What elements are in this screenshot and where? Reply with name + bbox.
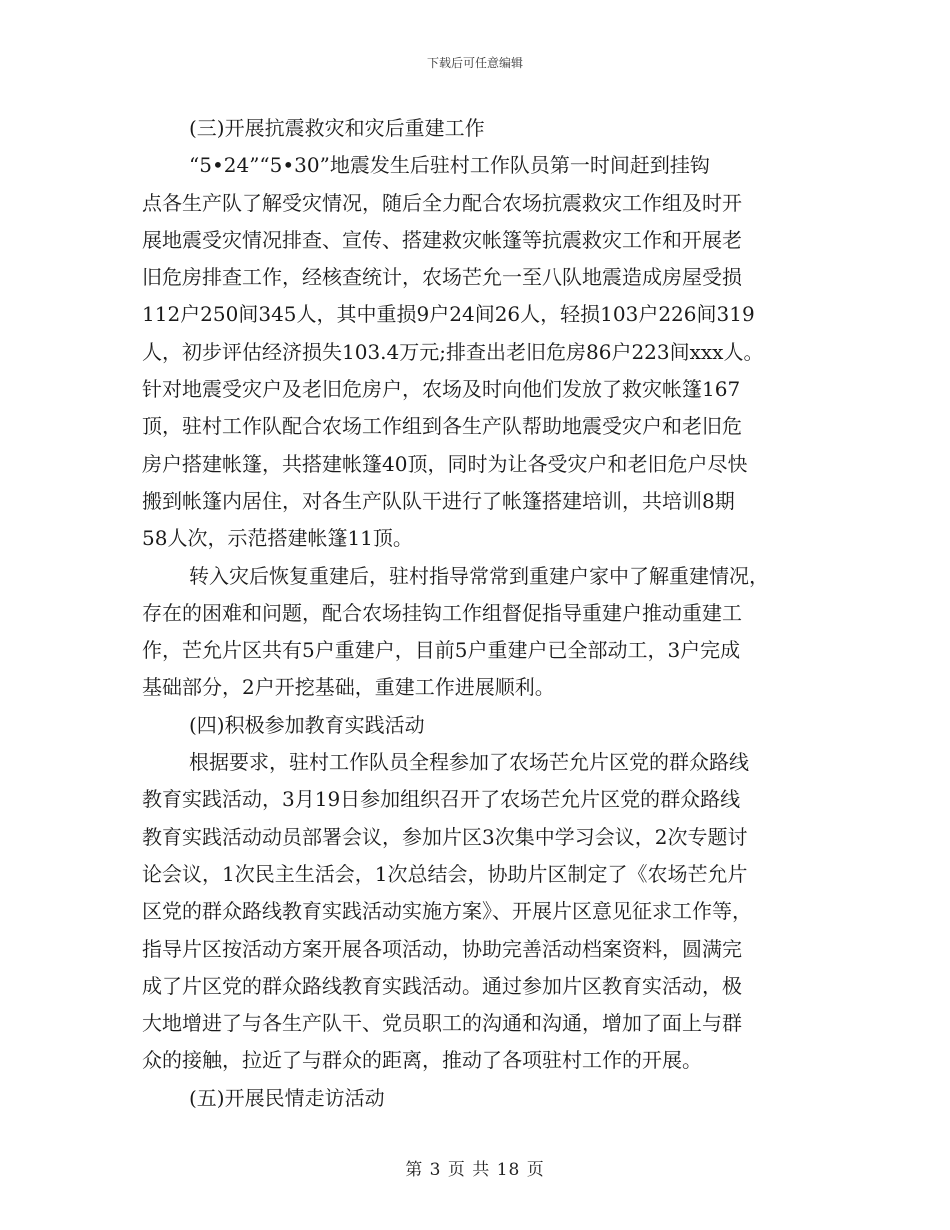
text-line: 众的接触，拉近了与群众的距离，推动了各项驻村工作的开展。 xyxy=(142,1048,702,1073)
text-line: (五)开展民情走访活动 xyxy=(189,1085,385,1110)
text-line: 教育实践活动，3月19日参加组织召开了农场芒允片区党的群众路线 xyxy=(142,787,741,812)
text-line: 大地增进了与各生产队干、党员职工的沟通和沟通，增加了面上与群 xyxy=(142,1011,742,1036)
text-line: 针对地震受灾户及老旧危房户，农场及时向他们发放了救灾帐篷167 xyxy=(142,377,741,402)
text-line: 顶，驻村工作队配合农场工作组到各生产队帮助地震受灾户和老旧危 xyxy=(142,414,742,439)
text-line: 58人次，示范搭建帐篷11顶。 xyxy=(142,526,413,551)
text-line: 基础部分，2户开挖基础，重建工作进展顺利。 xyxy=(142,675,555,700)
text-line: 根据要求，驻村工作队员全程参加了农场芒允片区党的群众路线 xyxy=(189,750,749,775)
text-line: 转入灾后恢复重建后，驻村指导常常到重建户家中了解重建情况， xyxy=(189,563,769,588)
text-line: 点各生产队了解受灾情况，随后全力配合农场抗震救灾工作组及时开 xyxy=(142,190,742,215)
text-line: 112户250间345人，其中重损9户24间26人，轻损103户226间319 xyxy=(142,302,755,327)
text-line: 教育实践活动动员部署会议，参加片区3次集中学习会议，2次专题讨 xyxy=(142,824,748,849)
text-line: 房户搭建帐篷，共搭建帐篷40顶，同时为让各受灾户和老旧危户尽快 xyxy=(142,451,748,476)
text-line: 人，初步评估经济损失103.4万元;排查出老旧危房86户223间xxx人。 xyxy=(142,339,764,364)
text-line: 指导片区按活动方案开展各项活动，协助完善活动档案资料，圆满完 xyxy=(142,936,742,961)
text-line: (三)开展抗震救灾和灾后重建工作 xyxy=(189,116,485,140)
text-line: 区党的群众路线教育实践活动实施方案》、开展片区意见征求工作等， xyxy=(142,899,752,924)
page-header-note: 下载后可任意编辑 xyxy=(426,56,523,70)
text-line: 作，芒允片区共有5户重建户，目前5户重建户已全部动工，3户完成 xyxy=(142,638,741,663)
text-line: 旧危房排查工作，经核查统计，农场芒允一至八队地震造成房屋受损 xyxy=(142,265,742,290)
text-line: 搬到帐篷内居住，对各生产队队干进行了帐篷搭建培训，共培训8期 xyxy=(142,488,735,513)
text-line: 存在的困难和问题，配合农场挂钩工作组督促指导重建户推动重建工 xyxy=(142,600,742,625)
document-body xyxy=(142,110,832,1117)
text-line: 论会议，1次民主生活会，1次总结会，协助片区制定了《农场芒允片 xyxy=(142,861,748,886)
text-line: (四)积极参加教育实践活动 xyxy=(189,712,425,737)
text-line: 展地震受灾情况排查、宣传、搭建救灾帐篷等抗震救灾工作和开展老 xyxy=(142,227,742,252)
text-line: 成了片区党的群众路线教育实践活动。通过参加片区教育实活动，极 xyxy=(142,973,742,998)
page-number: 第 3 页 共 18 页 xyxy=(405,1160,545,1180)
text-line: “5•24”“5•30”地震发生后驻村工作队员第一时间赶到挂钩 xyxy=(189,153,710,178)
